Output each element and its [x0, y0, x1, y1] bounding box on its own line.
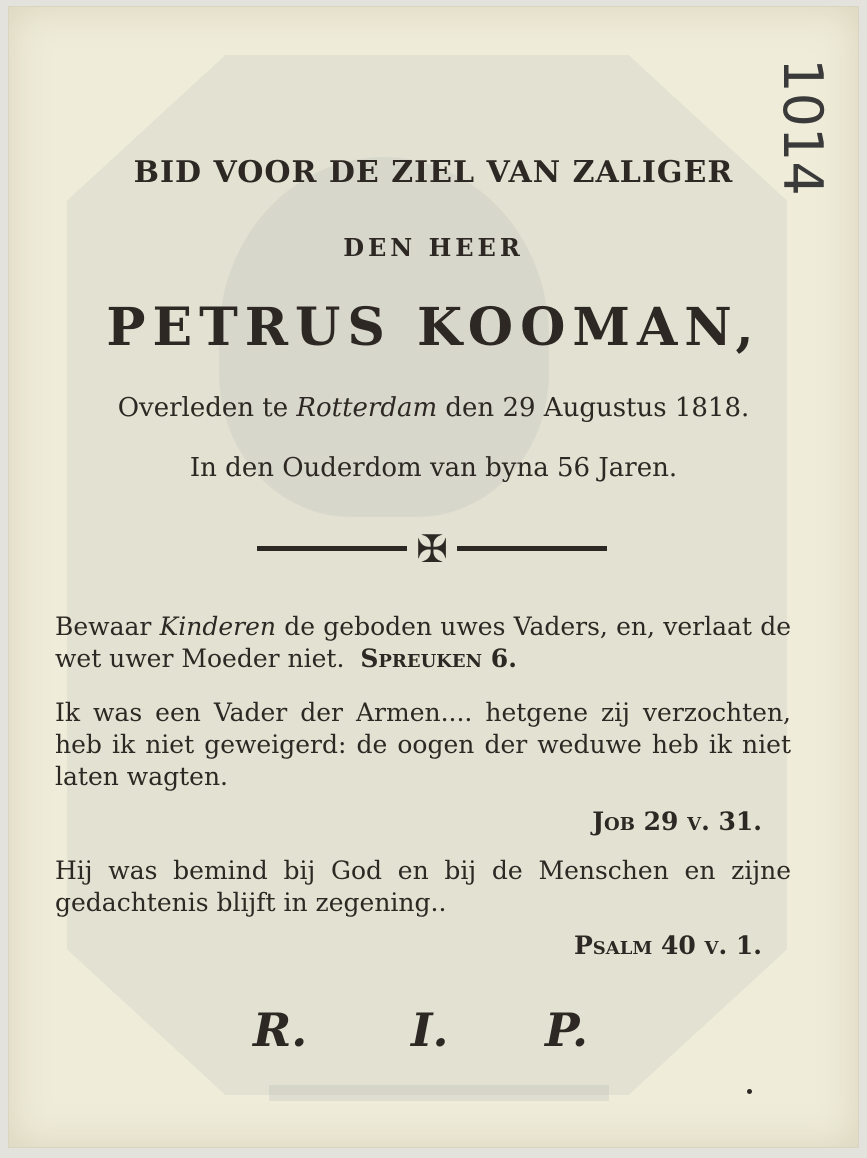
rip-letter-r: R.	[253, 1003, 308, 1057]
verse-1-text: de geboden uwes Vaders, en, verlaat de wet uwer Moeder niet.	[55, 612, 791, 673]
verse-2: Ik was een Vader der Armen.... hetgene zij verzochten, heb ik niet geweigerd: de oogen der weduwe heb ik niet laten wagten.	[55, 698, 791, 791]
heading-line-1: BID VOOR DE ZIEL VAN ZALIGER	[133, 155, 734, 190]
rip-letter-p: P.	[545, 1003, 588, 1057]
deceased-name: PETRUS KOOMAN,	[106, 297, 761, 358]
divider-bar-left	[257, 546, 407, 551]
age-line: In den Ouderdom van byna 56 Jaren.	[189, 453, 678, 483]
verse-3: Hij was bemind bij God en bij de Menschen en zijne gedachtenis blijft in zegening..	[55, 856, 791, 917]
verse-3-reference: Psalm 40 v. 1.	[573, 931, 762, 960]
verse-1	[55, 611, 791, 675]
ink-dot	[747, 1089, 752, 1094]
death-place: Rotterdam	[296, 393, 438, 423]
heading-line-2: DEN HEER	[343, 233, 524, 262]
archive-number: 1014	[771, 58, 834, 196]
death-line	[9, 393, 858, 423]
divider-bar-right	[457, 546, 607, 551]
show-through-caption	[269, 1085, 609, 1101]
prayer-card	[8, 6, 859, 1148]
death-line-suffix: den 29 Augustus 1818.	[437, 393, 750, 423]
verse-1-italic: Kinderen	[159, 612, 276, 641]
verse-2-reference: Job 29 v. 31.	[592, 807, 762, 836]
verse-1-reference: Spreuken 6.	[360, 644, 517, 673]
verse-1-prefix: Bewaar	[55, 612, 160, 641]
ornamental-divider	[257, 529, 607, 569]
death-line-prefix: Overleden te	[117, 393, 297, 423]
maltese-cross-icon: ✠	[416, 527, 448, 571]
rip-letter-i: I.	[411, 1003, 449, 1057]
